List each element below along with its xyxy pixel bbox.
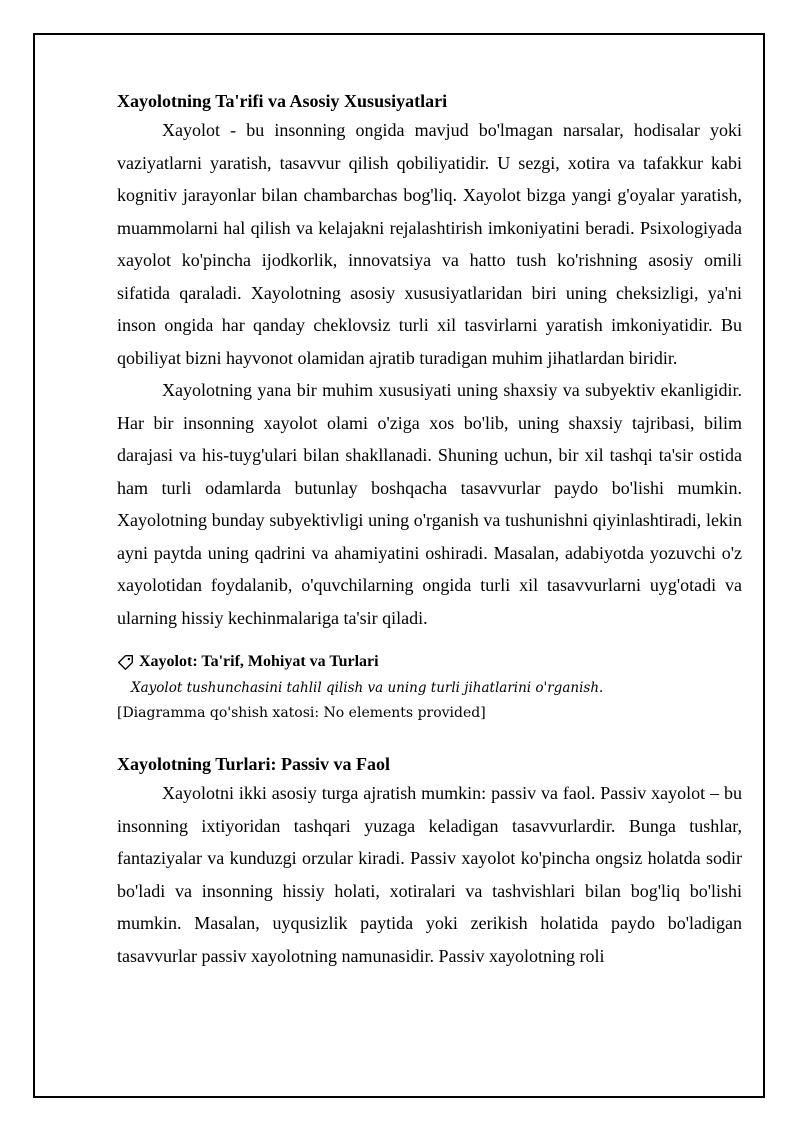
document-content bbox=[117, 88, 742, 972]
diagram-error-message: [Diagramma qo'shish xatosi: No elements provided] bbox=[117, 705, 486, 721]
diagram-title: Xayolot: Ta'rif, Mohiyat va Turlari bbox=[139, 653, 379, 670]
section-title: Xayolotning Turlari: Passiv va Faol bbox=[117, 754, 391, 774]
tag-icon bbox=[117, 654, 134, 671]
section-title: Xayolotning Ta'rifi va Asosiy Xususiyatlari bbox=[117, 91, 448, 111]
diagram-subtitle: Xayolot tushunchasini tahlil qilish va uning turli jihatlarini o'rganish. bbox=[131, 680, 604, 696]
paragraph: Xayolot - bu insonning ongida mavjud bo'lmagan narsalar, hodisalar yoki vaziyatlarni yaratish, tasavvur qilish qobiliyatidir. U sezgi, xotira va tafakkur kabi kognitiv jarayonlar bilan chambarchas bog'liq. Xayolot bizga yangi g'oyalar yaratish, muammolarni hal qilish va kelajakni rejalashtirish imkoniyatini beradi. Psixologiyada xayolot ko'pincha ijodkorlik, innovatsiya va hatto tush ko'rishning asosiy omili sifatida qaraladi. Xayolotning asosiy xususiyatlaridan biri uning cheksizligi, ya'ni inson ongida har qanday cheklovsiz turli xil tasvirlarni yaratish imkoniyatidir. Bu qobiliyat bizni hayvonot olamidan ajratib turadigan muhim jihatlardan biridir. bbox=[117, 120, 742, 368]
paragraph: Xayolotni ikki asosiy turga ajratish mumkin: passiv va faol. Passiv xayolot – bu insonning ixtiyoridan tashqari yuzaga keladigan tasavvurlardir. Bunga tushlar, fantaziyalar va kunduzgi orzular kiradi. Passiv xayolot ko'pincha ongsiz holatda sodir bo'ladi va insonning hissiy holati, xotiralari va tashvishlari bilan bog'liq bo'lishi mumkin. Masalan, uyqusizlik paytida yoki zerikish holatida paydo bo'ladigan tasavvurlar passiv xayolotning namunasidir. Passiv xayolotning roli bbox=[117, 783, 742, 966]
diagram-heading bbox=[117, 651, 742, 673]
paragraph: Xayolotning yana bir muhim xususiyati uning shaxsiy va subyektiv ekanligidir. Har bir insonning xayolot olami o'ziga xos bo'lib, uning shaxsiy tajribasi, bilim darajasi va his-tuyg'ulari bilan shakllanadi. Shuning uchun, bir xil tashqi ta'sir ostida ham turli odamlarda butunlay boshqacha tasavvurlar paydo bo'lishi mumkin. Xayolotning bunday subyektivligi uning o'rganish va tushunishni qiyinlashtiradi, lekin ayni paytda uning qadrini va ahamiyatini oshiradi. Masalan, adabiyotda yozuvchi o'z xayolotidan foydalanib, o'quvchilarning ongida turli xil tasavvurlarni uyg'otadi va ularning hissiy kechinmalariga ta'sir qiladi. bbox=[117, 380, 742, 628]
